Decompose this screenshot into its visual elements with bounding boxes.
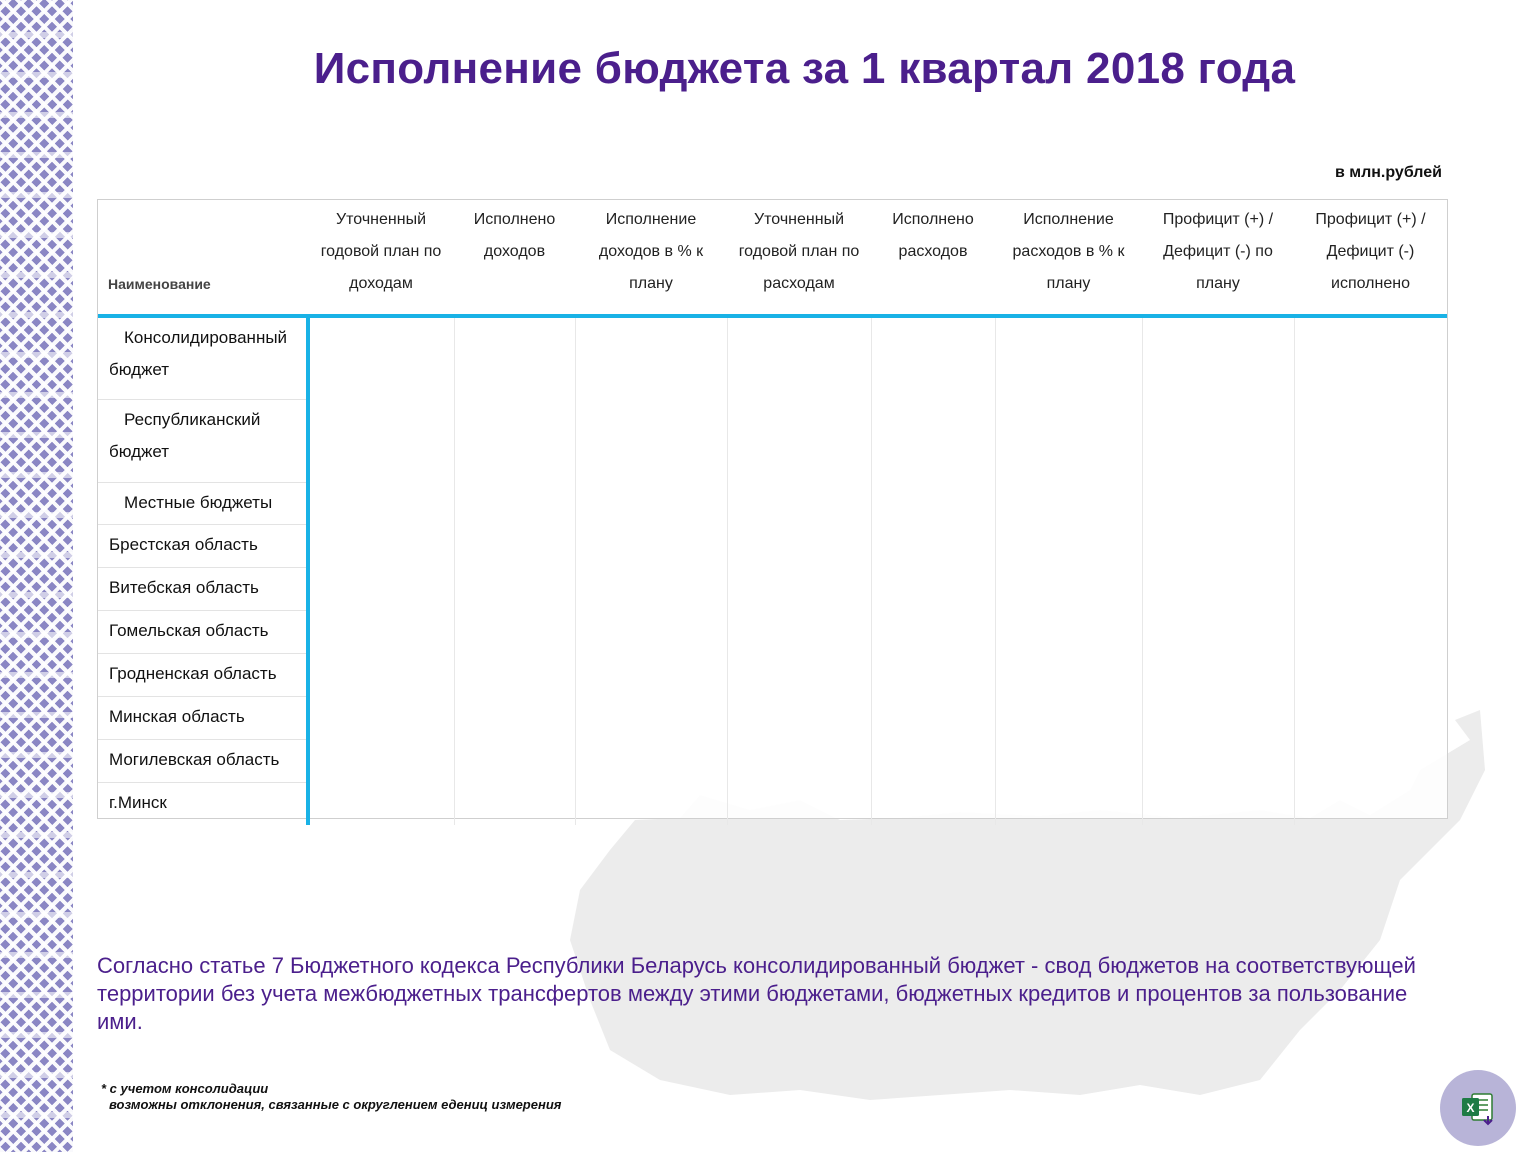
page-title: Исполнение бюджета за 1 квартал 2018 года [313,44,1296,93]
table-cell [575,316,727,825]
row-name: Гомельская область [98,610,308,653]
table-cell [1142,316,1294,825]
column-header: Профицит (+) / Дефицит (-) по плану [1142,200,1294,316]
column-header: Исполнено доходов [454,200,575,316]
budget-table [97,199,1448,819]
row-name: Могилевская область [98,739,308,782]
row-name: Минская область [98,696,308,739]
table-cell [871,316,995,825]
table-cell [1294,316,1447,825]
footnote-line-1: * с учетом консолидации [101,1081,269,1096]
row-name: Витебская область [98,567,308,610]
table-cell [308,316,454,825]
column-header: Профицит (+) / Дефицит (-) исполнено [1294,200,1447,316]
row-name: Местные бюджеты [98,482,308,524]
ornament-border [0,0,73,1152]
table-cell [727,316,871,825]
column-header: Исполнено расходов [871,200,995,316]
row-name: Консолидированный бюджет [98,316,308,399]
row-name: г.Минск [98,782,308,825]
excel-download-button[interactable] [1440,1070,1516,1146]
row-name: Гродненская область [98,653,308,696]
table-cell [995,316,1142,825]
column-header: Уточненный годовой план по расходам [727,200,871,316]
row-name: Республиканский бюджет [98,399,308,482]
svg-text:X: X [1466,1101,1475,1115]
footnote [101,1081,561,1113]
units-label: в млн.рублей [1334,164,1442,181]
column-header: Исполнение расходов в % к плану [995,200,1142,316]
column-header: Исполнение доходов в % к плану [575,200,727,316]
excel-download-icon [1458,1088,1498,1128]
column-header: Уточненный годовой план по доходам [308,200,454,316]
table-header-row [98,200,1447,316]
table-row [98,316,1447,399]
column-header-name: Наименование [98,200,308,316]
table-cell [454,316,575,825]
consolidated-budget-note: Согласно статье 7 Бюджетного кодекса Республики Беларусь консолидированный бюджет - свод бюджетов на соответствующей территории без учета межбюджетных трансфертов между этими бюджетами, бюджетных кредитов и процентов за пользование ими. [97,953,1416,1034]
footnote-line-2: возможны отклонения, связанные с округлением едениц измерения [109,1097,562,1112]
row-name: Брестская область [98,524,308,567]
